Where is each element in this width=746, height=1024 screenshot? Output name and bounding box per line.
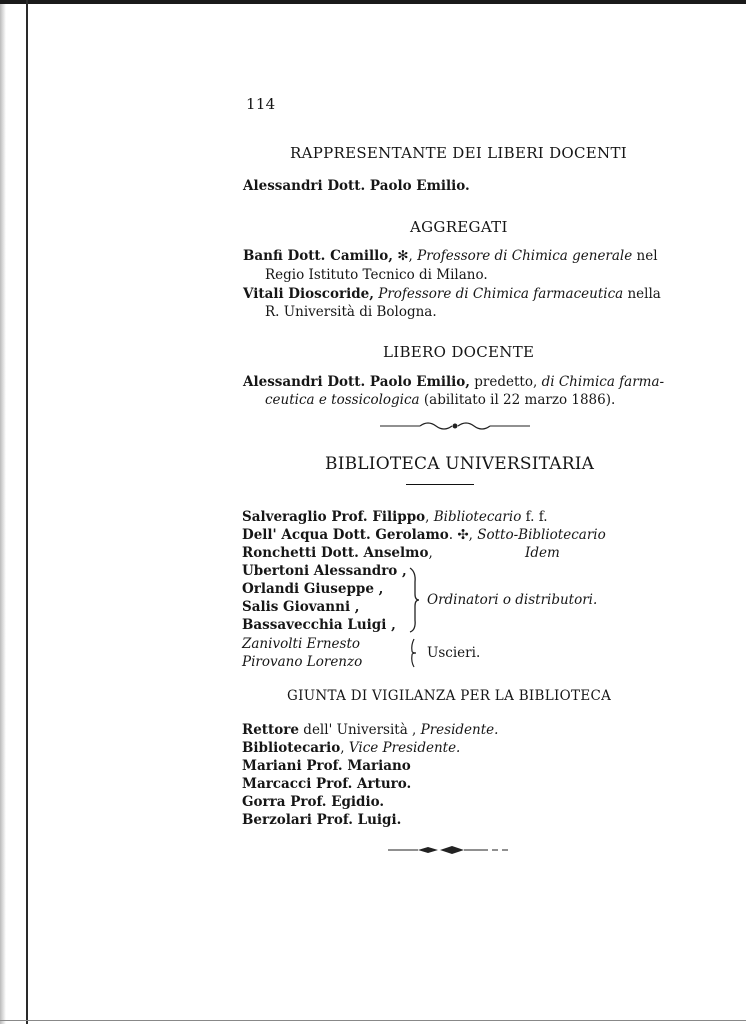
member-name: Berzolari Prof. Luigi. <box>242 812 402 828</box>
member-name: Mariani Prof. Mariano <box>242 758 411 774</box>
usciere-name: Zanivolti Ernesto <box>242 636 361 652</box>
libero-entry <box>243 374 664 390</box>
member-rest: , <box>340 740 345 756</box>
uscieri-brace <box>409 638 419 668</box>
libero-subject-cont: ceutica e tossicologica <box>265 392 420 408</box>
staff-sep: , <box>425 509 430 525</box>
ordinatore-name: Orlandi Giuseppe , <box>242 581 384 597</box>
page-number: 114 <box>246 95 276 113</box>
heading-rappresentante: RAPPRESENTANTE DEI LIBERI DOCENTI <box>290 144 627 162</box>
heading-aggregati: AGGREGATI <box>410 218 508 236</box>
ornament-divider <box>380 418 530 434</box>
aggregato-entry <box>243 248 658 264</box>
ordinatori-brace <box>408 566 420 634</box>
aggregato-entry <box>243 286 661 302</box>
giunta-member <box>242 740 460 756</box>
ordinatore-name: Ubertoni Alessandro , <box>242 563 407 579</box>
staff-name: Dell' Acqua Dott. Gerolamo <box>242 527 449 543</box>
libero-date: (abilitato il 22 marzo 1886). <box>423 392 616 408</box>
giunta-member <box>242 722 498 738</box>
staff-role: Bibliotecario <box>433 509 522 525</box>
rappresentante-name: Alessandri Dott. Paolo Emilio. <box>243 178 470 194</box>
member-name: Rettore <box>242 722 299 738</box>
aggregato-role: Professore di Chimica generale <box>417 248 633 264</box>
ordinatore-name: Salis Giovanni , <box>242 599 360 615</box>
libero-subject: di Chimica farma- <box>541 374 665 390</box>
member-role: Vice Presidente. <box>348 740 461 756</box>
aggregato-institution: R. Università di Bologna. <box>265 304 437 320</box>
member-name: Bibliotecario <box>242 740 341 756</box>
heading-biblioteca: BIBLIOTECA UNIVERSITARIA <box>325 454 595 474</box>
libero-name: Alessandri Dott. Paolo Emilio, <box>243 374 470 390</box>
page-shadow <box>0 0 6 1024</box>
heading-libero-docente: LIBERO DOCENTE <box>383 343 535 361</box>
aggregato-tail: nella <box>627 286 661 302</box>
page-bottom-edge <box>0 1020 746 1021</box>
staff-role-idem: Idem <box>525 545 560 561</box>
member-name: Marcacci Prof. Arturo. <box>242 776 412 792</box>
heading-giunta: GIUNTA DI VIGILANZA PER LA BIBLIOTECA <box>287 688 612 704</box>
aggregato-name: Banfi Dott. Camillo, <box>243 248 393 264</box>
aggregato-name: Vitali Dioscoride, <box>243 286 374 302</box>
staff-name: Salveraglio Prof. Filippo <box>242 509 426 525</box>
staff-role: Sotto-Bibliotecario <box>477 527 606 543</box>
libero-line2 <box>265 392 615 408</box>
staff-sep: . ✣, <box>448 527 473 543</box>
staff-name: Ronchetti Dott. Anselmo <box>242 545 429 561</box>
aggregato-institution: Regio Istituto Tecnico di Milano. <box>265 267 488 283</box>
uscieri-role: Uscieri. <box>427 645 481 661</box>
ordinatore-name: Bassavecchia Luigi , <box>242 617 396 633</box>
heading-underline <box>406 484 474 485</box>
usciere-name: Pirovano Lorenzo <box>242 654 363 670</box>
staff-row <box>242 545 433 561</box>
member-rest: dell' Università , <box>303 722 417 738</box>
knight-symbol: ✻, <box>397 248 413 264</box>
aggregato-tail: nel <box>636 248 658 264</box>
page-top-edge <box>0 0 746 4</box>
libero-after: predetto, <box>474 374 538 390</box>
page-gutter-line <box>26 0 28 1024</box>
member-name: Gorra Prof. Egidio. <box>242 794 385 810</box>
staff-sep: , <box>428 545 433 561</box>
ordinatori-role: Ordinatori o distributori. <box>427 592 598 608</box>
aggregato-role: Professore di Chimica farmaceutica <box>378 286 624 302</box>
staff-tail: f. f. <box>525 509 548 525</box>
staff-row <box>242 527 606 543</box>
staff-row <box>242 509 548 525</box>
end-ornament <box>388 844 516 856</box>
member-role: Presidente. <box>420 722 499 738</box>
